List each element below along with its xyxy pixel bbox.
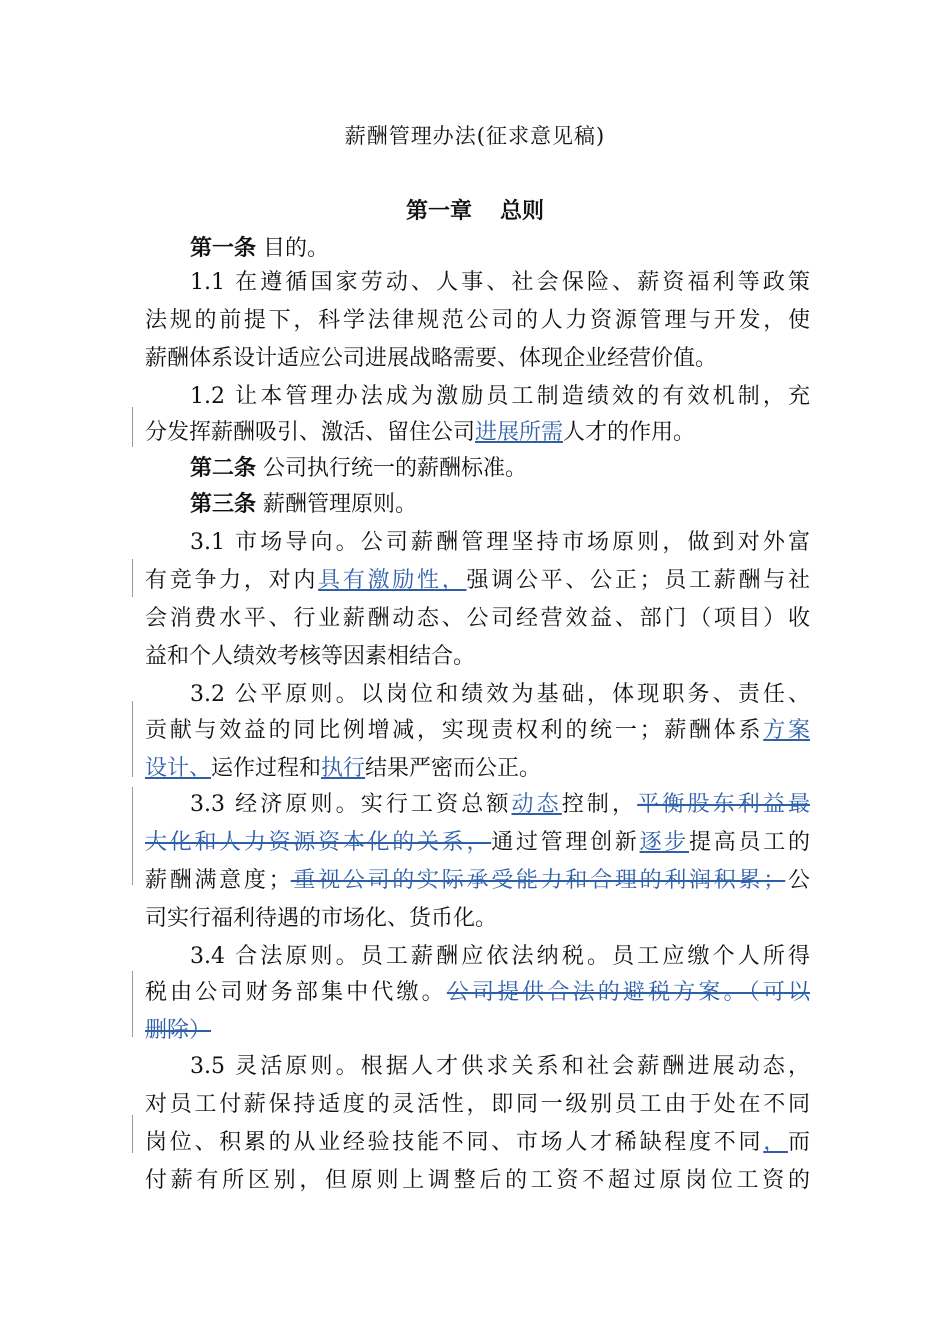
text-segment: 运作过程和 bbox=[211, 756, 322, 781]
text-line bbox=[145, 974, 810, 1012]
text-line bbox=[145, 1012, 810, 1050]
text-line bbox=[190, 378, 810, 416]
text-segment: 会消费水平、行业薪酬动态、公司经营效益、部门（项目）收 bbox=[145, 606, 810, 631]
text-segment: 1.2 让本管理办法成为激励员工制造绩效的有效机制，充 bbox=[190, 384, 810, 409]
text-segment: 强调公平、公正；员工薪酬与社 bbox=[466, 568, 810, 593]
inserted-text: 具有激励性， bbox=[318, 568, 467, 593]
text-line bbox=[145, 750, 810, 788]
inserted-text: ， bbox=[763, 1130, 788, 1155]
inserted-text: 动态 bbox=[511, 792, 562, 817]
text-line bbox=[145, 340, 810, 378]
text-line bbox=[190, 786, 810, 824]
text-line bbox=[145, 1086, 810, 1124]
text-segment: 分发挥薪酬吸引、激活、留住公司 bbox=[145, 420, 476, 445]
text-segment: 薪酬满意度； bbox=[145, 868, 291, 893]
chapter-heading bbox=[0, 194, 950, 225]
text-line bbox=[190, 1048, 810, 1086]
change-bar bbox=[132, 787, 133, 885]
text-line bbox=[145, 862, 810, 900]
article-label: 第三条 bbox=[190, 492, 257, 517]
change-bar bbox=[132, 701, 133, 777]
change-bar bbox=[132, 407, 133, 447]
inserted-text: 设计、 bbox=[145, 756, 212, 781]
inserted-text: 进展所需 bbox=[475, 420, 564, 445]
text-segment: 结果严密而公正。 bbox=[365, 756, 542, 781]
text-segment: 3.1 市场导向。公司薪酬管理坚持市场原则，做到对外富 bbox=[190, 530, 810, 555]
inserted-text: 执行 bbox=[321, 756, 366, 781]
article-label: 第一条 bbox=[190, 236, 257, 261]
text-segment: 对员工付薪保持适度的灵活性，即同一级别员工由于处在不同 bbox=[145, 1092, 810, 1117]
text-line bbox=[145, 712, 810, 750]
text-segment: 3.4 合法原则。员工薪酬应依法纳税。员工应缴个人所得 bbox=[190, 944, 810, 969]
text-segment: 薪酬体系设计适应公司进展战略需要、体现企业经营价值。 bbox=[145, 346, 718, 371]
text-line bbox=[190, 486, 810, 524]
text-segment: 3.2 公平原则。以岗位和绩效为基础，体现职务、责任、 bbox=[190, 682, 810, 707]
text-segment: 税由公司财务部集中代缴。 bbox=[145, 980, 447, 1005]
text-line bbox=[190, 524, 810, 562]
text-segment: 3.3 经济原则。实行工资总额 bbox=[190, 792, 512, 817]
text-line bbox=[145, 600, 810, 638]
text-segment: 1.1 在遵循国家劳动、人事、社会保险、薪资福利等政策 bbox=[190, 270, 810, 295]
text-line bbox=[145, 1124, 810, 1162]
text-line bbox=[145, 414, 810, 452]
text-line bbox=[190, 264, 810, 302]
deleted-text: 重视公司的实际承受能力和合理的利润积累； bbox=[290, 868, 786, 893]
text-segment: 3.5 灵活原则。根据人才供求关系和社会薪酬进展动态， bbox=[190, 1054, 810, 1079]
change-bar bbox=[132, 971, 133, 1037]
text-segment: 岗位、积累的从业经验技能不同、市场人才稀缺程度不同 bbox=[145, 1130, 764, 1155]
inserted-text: 方案 bbox=[763, 718, 810, 743]
text-segment: 公 bbox=[785, 868, 810, 893]
text-segment: 有竞争力，对内 bbox=[145, 568, 319, 593]
deleted-text: 平衡股东利益最 bbox=[637, 792, 810, 817]
text-segment: 目的。 bbox=[256, 236, 330, 261]
text-line bbox=[145, 562, 810, 600]
text-segment: 贡献与效益的同比例增减，实现责权利的统一；薪酬体系 bbox=[145, 718, 764, 743]
text-line bbox=[145, 302, 810, 340]
inserted-text: 逐步 bbox=[639, 830, 690, 855]
text-segment: 付薪有所区别，但原则上调整后的工资不超过原岗位工资的 bbox=[145, 1168, 810, 1193]
text-segment: 公司执行统一的薪酬标准。 bbox=[256, 456, 528, 481]
deleted-text: 公司提供合法的避税方案。（可以 bbox=[446, 980, 810, 1005]
text-line bbox=[145, 1162, 810, 1200]
text-line bbox=[145, 824, 810, 862]
change-bar bbox=[132, 1115, 133, 1153]
text-line bbox=[190, 938, 810, 976]
text-segment: 法规的前提下，科学法律规范公司的人力资源管理与开发，使 bbox=[145, 308, 810, 333]
change-bar bbox=[132, 559, 133, 597]
article-label: 第二条 bbox=[190, 456, 257, 481]
document-title: 薪酬管理办法(征求意见稿) bbox=[344, 124, 606, 148]
text-line bbox=[190, 450, 810, 488]
text-segment: 提高员工的 bbox=[689, 830, 810, 855]
text-segment: 而 bbox=[787, 1130, 810, 1155]
chapter-label: 第一章 bbox=[405, 199, 472, 224]
text-line bbox=[190, 230, 810, 268]
chapter-name: 总则 bbox=[500, 199, 545, 224]
text-segment: 益和个人绩效考核等因素相结合。 bbox=[145, 644, 476, 669]
text-line bbox=[145, 638, 810, 676]
text-segment: 司实行福利待遇的市场化、货币化。 bbox=[145, 906, 498, 931]
text-line bbox=[190, 676, 810, 714]
deleted-text: 大化和人力资源资本化的关系， bbox=[145, 830, 492, 855]
text-segment: 控制， bbox=[561, 792, 638, 817]
text-segment: 人才的作用。 bbox=[563, 420, 696, 445]
deleted-text: 删除） bbox=[145, 1018, 212, 1043]
text-line bbox=[145, 900, 810, 938]
text-segment: 通过管理创新 bbox=[491, 830, 640, 855]
text-segment: 薪酬管理原则。 bbox=[256, 492, 418, 517]
